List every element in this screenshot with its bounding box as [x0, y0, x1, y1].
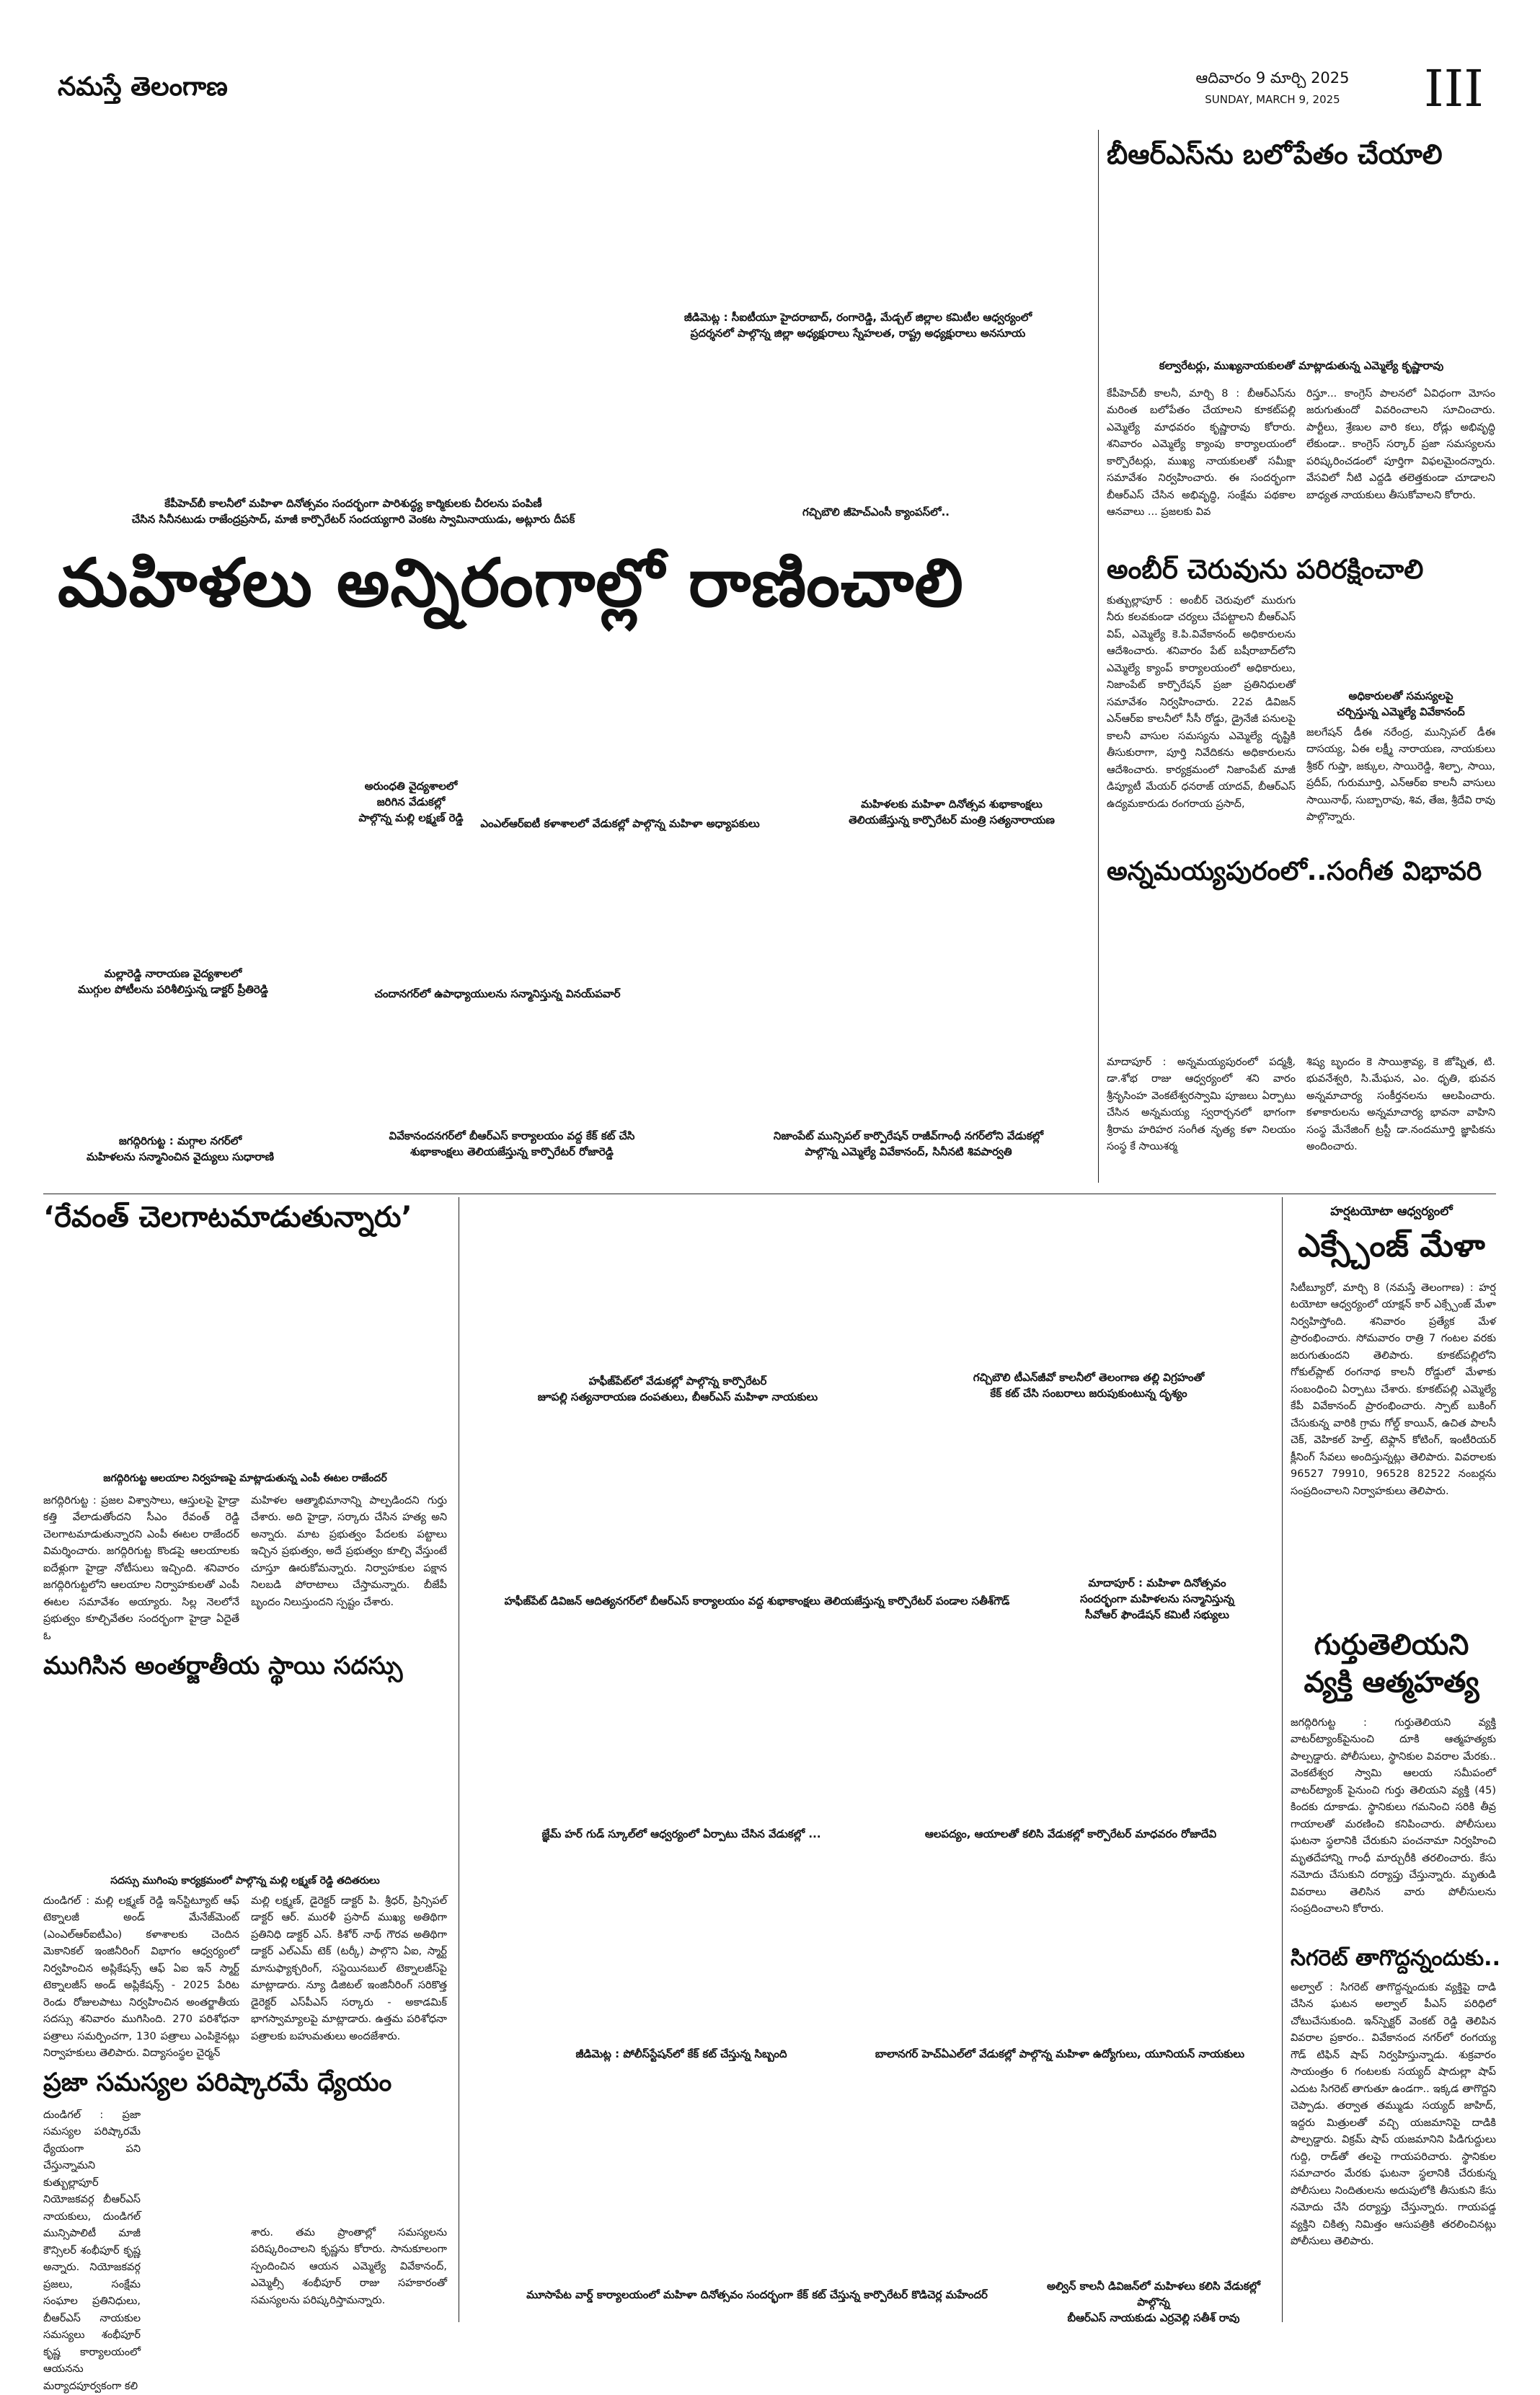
photo-caption-4: మాదాపూర్‌ : మహిళా దినోత్సవం సందర్భంగా మహిళలను సన్మానిస్తున్న సీవోఆర్‌ ఫౌండేషన్‌ కమిటీ సభ్యులు: [1080, 1576, 1234, 1621]
caption-women-7: మల్లారెడ్డి నారాయణ వైద్యశాలలో ముగ్గుల పోటీలను పరిశీలిస్తున్న డాక్టర్‌ ప్రీతిరెడ్డి: [78, 967, 268, 996]
caption-women-3: గచ్చిబౌలి జీహెచ్‌ఎంసీ క్యాంపస్‌లో..: [802, 506, 950, 519]
body-suicide: జగద్గిరిగుట్ట : గుర్తుతెలియని వ్యక్తి వాటర్‌ట్యాంక్‌పైనుంచి దూకి ఆత్మహత్యకు పాల్పడ్డారు. పోలీసులు, స్థానికుల వివరాల మేరకు.. వెంకటేశ్వర స్వామి ఆలయ సమీపంలో వాటర్‌ట్యాంక్‌ పైనుంచి గుర్తు తెలియని వ్యక్తి (45) కిందకు దూకాడు. స్థానికులు గమనించి సరికి తీవ్ర గాయాలతో మరణించి కనిపించారు. పోలీసులు ఘటనా స్థలానికి చేరుకుని పంచనామా నిర్వహించి మృతదేహాన్ని గాంధీ మార్చురీకి తరలించారు. కేసు నమోదు చేసుకుని దర్యాప్తు చేస్తున్నారు. మృతుడి వివరాలు తెలిసిన వారు పోలీసులను సంప్రదించాలని కోరారు.: [1291, 1717, 1496, 1915]
body-brs-col1: కేపీహెచ్‌బీ కాలనీ, మార్చి 8 : బీఆర్‌ఎస్‌ను మరింత బలోపేతం చేయాలని కూకట్‌పల్లి ఎమ్మెల్యే మాధవరం కృష్ణారావు కోరారు. శనివారం ఎమ్మెల్యే క్యాంపు కార్యాలయంలో కార్పొరేటర్లు, ముఖ్య నాయకులతో సమీక్షా సమావేశం నిర్వహించారు. ఈ సందర్భంగా బీఆర్‌ఎస్‌ చేసిన అభివృద్ధి, సంక్షేమ పథకాల ఆనవాలు ... ప్రజలకు వివ: [1107, 388, 1296, 519]
photo-caption-1: హఫీజ్‌పేట్‌లో వేడుకల్లో పాల్గొన్న కార్పొరేటర్‌ జూపల్లి సత్యనారాయణ దంపతులు, బీఆర్‌ఎస్‌ మహిళా నాయకులు: [537, 1375, 818, 1403]
caption-women-2: కేపీహెచ్‌బీ కాలనీలో మహిళా దినోత్సవం సందర్భంగా పారిశుద్ధ్య కార్మికులకు చీరలను పంపిణీ చేసిన సినీనటుడు రాజేంద్రప్రసాద్‌, మాజీ కార్పొరేటర్‌ సందయ్యగారి వెంకట స్వామినాయుడు, అట్లూరు దీపక్‌: [131, 497, 575, 526]
headline-annamayya: అన్నమయ్యపురంలో..సంగీత విభావరి: [1107, 857, 1482, 886]
photo-caption-3: హఫీజ్‌పేట్‌ డివిజన్‌ ఆదిత్యనగర్‌లో బీఆర్‌ఎస్‌ కార్యాలయం వద్ద శుభాకాంక్షలు తెలియజేస్తున్న కార్పొరేటర్‌ పండాల సతీశ్‌గౌడ్‌: [504, 1595, 1010, 1607]
body-people-col2: శారు. తమ ప్రాంతాల్లో సమస్యలను పరిష్కరించాలని కృష్ణను కోరారు. సానుకూలంగా స్పందించిన ఆయన ఎమ్మెల్యే వివేకానంద్‌, ఎమ్మెల్సీ శంభీపూర్‌ రాజు సహకారంతో సమస్యలను పరిష్కరిస్తామన్నారు.: [251, 2227, 447, 2306]
headline-cigarette: సిగరెట్‌ తాగొద్దన్నందుకు..: [1291, 1946, 1500, 1971]
body-ambir-col1: కుత్బుల్లాపూర్‌ : అంబీర్‌ చెరువులో మురుగు నీరు కలవకుండా చర్యలు చేపట్టాలని బీఆర్‌ఎస్‌ విప్‌, ఎమ్మెల్యే కె.పి.వివేకానంద్‌ అధికారులను ఆదేశించారు. శనివారం పేట్‌ బషీరాబాద్‌లోని ఎమ్మెల్యే క్యాంప్‌ కార్యాలయంలో అధికారులు, నిజాంపేట్‌ కార్పొరేషన్‌ ప్రజా ప్రతినిధులతో సమావేశం నిర్వహించారు. 22వ డివిజన్‌ ఎన్‌ఆర్‌ఐ కాలనీలో సీసీ రోడ్డు, డ్రైనేజీ పనులపై కాలనీ వాసుల సమస్యను ఎమ్మెల్యే దృష్టికి తీసుకురాగా, పూర్తి నివేదికను అధికారులను ఆదేశించారు. కార్యక్రమంలో నిజాంపేట్‌ మాజీ డిప్యూటీ మేయర్‌ ధనరాజ్‌ యాదవ్‌, బీఆర్‌ఎస్‌ ఉద్యమకారుడు రంగరాయ ప్రసాద్‌,: [1107, 595, 1296, 810]
masthead-title: నమస్తే తెలంగాణ: [58, 72, 228, 102]
photo-brs: [1107, 180, 1496, 353]
body-annamayya-col2: శిష్య బృందం కె సాయిశ్రావ్య, కె జోష్నిత, టి. భువనేశ్వరి, సి.మేఘన, ఎం. ధృతి, భువన అన్నమాచార్య సంకీర్తనలను ఆలపించారు. కళాకారులను అన్నమాచార్య భావనా వాహిని సంస్థ మేనేజింగ్‌ ట్రస్టీ డా.నందమూర్తి జ్ఞాపికను అందించారు.: [1306, 1057, 1495, 1153]
body-cigarette: అల్వాల్‌ : సిగరెట్‌ తాగొద్దన్నందుకు వ్యక్తిపై దాడి చేసిన ఘటన అల్వాల్‌ పీఎస్‌ పరిధిలో చోటుచేసుకుంది. ఇన్‌స్పెక్టర్‌ వెంకట్‌ రెడ్డి తెలిపిన వివరాల ప్రకారం.. వివేకానంద నగర్‌లో రంగయ్య గౌడ్‌ టిఫిన్‌ షాప్‌ నిర్వహిస్తున్నాడు. శుక్రవారం సాయంత్రం 6 గంటలకు సయ్యద్‌ షాదుల్లా షాప్‌ ఎదుట సిగరెట్‌ తాగుతూ ఉండగా.. ఇక్కడ తాగొద్దని చెప్పాడు. తర్వాత తమ్ముడు సయ్యద్‌ జాహిద్‌, ఇద్దరు మిత్రులతో వచ్చి యజమానిపై దాడికి పాల్పడ్డారు. విక్రమ్‌ షాప్‌ యజమానిని పిడిగుద్దులు గుద్ది, రాడ్‌తో తలపై గాయపరిచారు. స్థానికుల సమాచారం మేరకు ఘటనా స్థలానికి చేరుకున్న పోలీసులు నిందితులను అదుపులోకి తీసుకుని కేసు నమోదు చేసి దర్యాప్తు చేస్తున్నారు. గాయపడ్డ వ్యక్తిని చికిత్స నిమిత్తం ఆసుపత్రికి తరలించినట్లు పోలీసులు తెలిపారు.: [1291, 1982, 1496, 2248]
photo-conference: [43, 1691, 447, 1871]
date-telugu: ఆదివారం 9 మార్చి 2025: [1195, 69, 1350, 87]
headline-suicide-line1: గుర్తుతెలియని: [1314, 1628, 1469, 1662]
photo-women-top: [58, 105, 1089, 306]
body-people-col1: దుండిగల్‌ : ప్రజా సమస్యల పరిష్కారమే ధ్యేయంగా పని చేస్తున్నామని కుత్బుల్లాపూర్‌ నియోజకవర్గ బీఆర్‌ఎస్‌ నాయకులు, దుండిగల్‌ మున్సిపాలిటీ మాజీ కౌన్సిలర్‌ శంభీపూర్‌ కృష్ణ అన్నారు. నియోజకవర్గ ప్రజలు, సంక్షేమ సంఘాల ప్రతినిధులు, బీఆర్‌ఎస్‌ నాయకుల సమస్యలు శంభీపూర్‌ కృష్ణ కార్యాలయంలో ఆయనను మర్యాదపూర్వకంగా కలి: [43, 2109, 141, 2392]
caption-brs: కల్వారేటర్లు, ముఖ్యనాయకులతో మాట్లాడుతున్న ఎమ్మెల్యే కృష్ణారావు: [1159, 359, 1444, 372]
photo-caption-10: అల్విన్‌ కాలనీ డివిజన్‌లో మహిళలు కలిసి వేడుకల్లో పాల్గొన్న బీఆర్‌ఎస్‌ నాయకుడు ఎర్రవెల్లి సతీశ్‌ రావు: [1047, 2280, 1260, 2324]
photo-caption-2: గచ్చిబౌలి టీఎన్‌జీవో కాలనీలో తెలంగాణ తల్లి విగ్రహంతో కేక్‌ కట్‌ చేసి సంబరాలు జరుపుకుంటున్న దృశ్యం: [973, 1371, 1205, 1400]
date-english: SUNDAY, MARCH 9, 2025: [1205, 92, 1340, 106]
body-annamayya-col1: మాదాపూర్‌ : అన్నమయ్యపురంలో పద్మశ్రీ, డా.శోభ రాజు ఆధ్వర్యంలో శని వారం శ్రీనృసింహ వెంకటేశ్వరస్వామి పూజలు ఏర్పాటు చేసిన అన్నమయ్య స్వరార్చనలో భాగంగా శ్రీరామ హరిహర సంగీత నృత్య కళా నిలయం సంస్థ కే సాయిశర్మ: [1107, 1057, 1296, 1153]
body-revanth-col1: జగద్గిరిగుట్ట : ప్రజల విశ్వాసాలు, ఆస్తులపై హైడ్రా కత్తి వేలాడుతోందని సీఎం రేవంత్‌ రెడ్డి చెలగాటమాడుతున్నారని ఎంపీ ఈటల రాజేందర్‌ విమర్శించారు. జగద్గిరిగుట్ట కొండపై ఆలయాలకు ఐదేళ్లుగా హైడ్రా నోటీసులు ఇచ్చింది. శనివారం జగద్గిరిగుట్టలోని ఆలయాల నిర్వాహకులతో ఎంపీ ఈటల సమావేశం అయ్యారు. సిల్ల నెలలోనే ప్రభుత్వం కూల్చివేతల సందర్భంగా హైడ్రా ఏదైతే ఓ: [43, 1495, 239, 1642]
caption-revanth: జగద్గిరిగుట్ట ఆలయాల నిర్వహణపై మాట్లాడుతున్న ఎంపీ ఈటల రాజేందర్‌: [103, 1473, 387, 1484]
caption-women-4: అరుంధతి వైద్యశాలలో జరిగిన వేడుకల్లో పాల్గొన్న మల్లి లక్ష్మణ్‌ రెడ్డి: [358, 780, 464, 824]
body-mela: సిటీబ్యూరో, మార్చి 8 (నమస్తే తెలంగాణ) : హర్ష టయోటా ఆధ్వర్యంలో యాక్షన్‌ కార్‌ ఎక్స్చేంజ్‌ మేళా నిర్వహిస్తోంది. శనివారం ప్రత్యేక మేళ ప్రారంభించారు. సోమవారం రాత్రి 7 గంటల వరకు జరుగుతుందని తెలిపారు. కూకట్‌పల్లిలోని గోకుల్‌ప్లాట్‌ రంగనాథ కాలనీ రోడ్డులో మేళాకు సంబంధించి ఏర్పాటు చేశారు. కూకట్‌పల్లి ఎమ్మెల్యే కేపీ వివేకానంద్‌ ప్రారంభించారు. స్పాట్‌ బుకింగ్‌ చేసుకున్న వారికి గ్రామ గోల్డ్‌ కాయిన్‌, ఉచిత పాలసీ చెక్‌, వెహికల్‌ హెల్త్‌, టెఫ్లాన్‌ కోటింగ్‌, ఇంటీరియర్‌ క్లీనింగ్‌ సేవలు అందిస్తున్నట్లు తెలిపారు. వివరాలకు 96527 79910, 96528 82522 నంబర్లను సంప్రదించాలని నిర్వాహకులు తెలిపారు.: [1291, 1282, 1496, 1497]
caption-women-8: చందానగర్‌లో ఉపాధ్యాయులను సన్మానిస్తున్న వినయ్‌పవార్‌: [374, 987, 621, 1000]
headline-brs: బీఆర్‌ఎస్‌ను బలోపేతం చేయాలి: [1107, 138, 1443, 170]
headline-revanth: ‘రేవంత్‌ చెలగాటమాడుతున్నారు’: [43, 1201, 412, 1234]
headline-suicide-line2: వ్యక్తి ఆత్మహత్య: [1304, 1666, 1479, 1699]
photo-ambir: [1306, 593, 1495, 687]
column-rule-right: [1098, 130, 1099, 1183]
body-conference-col1: దుండిగల్‌ : మల్లి లక్ష్మణ్‌ రెడ్డి ఇన్‌స్టిట్యూట్‌ ఆఫ్‌ టెక్నాలజీ అండ్‌ మేనేజ్‌మెంట్‌ (ఎంఎల్‌ఆర్‌ఐటీఎం) కళాశాలకు చెందిన మెకానికల్‌ ఇంజినీరింగ్‌ విభాగం ఆధ్వర్యంలో నిర్వహించిన అప్లికేషన్స్‌ ఆఫ్‌ ఏఐ ఇన్‌ స్మార్ట్‌ టెక్నాలజీస్‌ అండ్‌ అప్లికేషన్స్‌ - 2025 పేరిట రెండు రోజులపాటు నిర్వహించిన అంతర్జాతీయ సదస్సు శనివారం ముగిసింది. 270 పరిశోధనా పత్రాలు సమర్పించగా, 130 పత్రాలు ఎంపికైనట్లు నిర్వాహకులు తెలిపారు. విద్యాసంస్థల చైర్మన్‌: [43, 1895, 239, 2060]
photo-caption-6: ఆలపద్యం, ఆయాలతో కలిసి వేడుకల్లో కార్పొరేటర్‌ మాధవరం రోజాదేవి: [924, 1827, 1217, 1840]
headline-ambir: అంబీర్‌ చెరువును పరిరక్షించాలి: [1107, 554, 1424, 585]
headline-women: మహిళలు అన్నిరంగాల్లో రాణించాలి: [58, 544, 964, 622]
photo-caption-8: బాలానగర్‌ హెచ్‌ఏఎల్‌లో వేడుకల్లో పాల్గొన్న మహిళా ఉద్యోగులు, యూనియన్‌ నాయకులు: [875, 2047, 1245, 2060]
headline-mela: ఎక్స్చేంజ్‌ మేళా: [1298, 1227, 1485, 1264]
photo-revanth: [43, 1244, 447, 1468]
caption-conference: సదస్సు ముగింపు కార్యక్రమంలో పాల్గొన్న మల్లి లక్ష్మణ్‌ రెడ్డి తదితరులు: [110, 1875, 380, 1887]
photo-caption-9: మూసాపేట వార్డ్‌ కార్యాలయంలో మహిళా దినోత్సవం సందర్భంగా కేక్‌ కట్‌ చేస్తున్న కార్పొరేటర్‌ కొడిచెర్ల మహేందర్‌: [526, 2288, 988, 2301]
body-ambir-col2: జలగేషన్‌ డీఈ నరేంద్ర, మున్సిపల్‌ డీఈ దాసయ్య, ఏఈ లక్ష్మీ నారాయణ, నాయకులు శ్రీకర్‌ గుప్తా, జక్కుల, సాయిరెడ్డి, శిల్పా, సాయి, ప్రదీప్‌, గురుమూర్తి, ఎన్‌ఆర్‌ఐ కాలనీ వాసులు సాయినాథ్‌, సుబ్బారావు, శివ, తేజ, శ్రీదేవి రావు పాల్గొన్నారు.: [1306, 727, 1495, 824]
photo-caption-7: జీడిమెట్ల : పోలీస్‌స్టేషన్‌లో కేక్‌ కట్‌ చేస్తున్న సిబ్బంది: [575, 2047, 787, 2060]
kicker-mela: హర్షటయోటా ఆధ్వర్యంలో: [1330, 1204, 1453, 1219]
caption-women-6: మహిళలకు మహిళా దినోత్సవ శుభాకాంక్షలు తెలియజేస్తున్న కార్పొరేటర్‌ మంత్రి సత్యనారాయణ: [849, 798, 1055, 826]
date-block: [1182, 66, 1363, 108]
caption-women-10: వివేకానందనగర్‌లో బీఆర్‌ఎస్‌ కార్యాలయం వద్ద కేక్‌ కట్‌ చేసి శుభాకాంక్షలు తెలియజేస్తున్న కార్పొరేటర్‌ రోజారెడ్డి: [389, 1129, 635, 1158]
caption-women-11: నిజాంపేట్‌ మున్సిపల్‌ కార్పొరేషన్‌ రాజీవ్‌గాంధీ నగర్‌లోని వేడుకల్లో పాల్గొన్న ఎమ్మెల్యే వివేకానంద్‌, సినీనటి శివపార్వతి: [773, 1129, 1044, 1158]
caption-ambir: అధికారులతో సమస్యలపై చర్చిస్తున్న ఎమ్మెల్యే వివేకానంద్‌: [1337, 689, 1465, 718]
page-number: III: [1424, 59, 1484, 118]
headline-conference: ముగిసిన అంతర్జాతీయ స్థాయి సదస్సు: [43, 1651, 403, 1680]
body-conference-col2: మల్లి లక్ష్మణ్‌, డైరెక్టర్‌ డాక్టర్‌ పి. శ్రీధర్‌, ప్రిన్సిపల్‌ డాక్టర్‌ ఆర్‌. మురళీ ప్రసాద్‌ ముఖ్య అతిథిగా ప్రతినిధి డాక్టర్‌ ఎస్‌. కిశోర్‌ నాథ్‌ గౌరవ అతిథిగా డాక్టర్‌ ఎల్‌ఎమ్‌ టెక్‌ (టర్కీ) పాల్గొని ఏఐ, స్మార్ట్‌ మానుఫ్యాక్చరింగ్‌, సస్టెయినబుల్‌ టెక్నాలజీస్‌పై మాట్లాడారు. న్యూ డిజిటల్‌ ఇంజినీరింగ్‌ సరికొత్త డైరెక్టర్‌ ఎస్‌పీఎస్‌ సర్కారు - అకాడమిక్‌ భాగస్వామ్యాలపై మాట్లాడారు. ఉత్తమ పరిశోధనా పత్రాలకు బహుమతులు అందజేశారు.: [251, 1895, 447, 2042]
caption-women-5: ఎంఎల్‌ఆర్‌ఐటీ కళాశాలలో వేడుకల్లో పాల్గొన్న మహిళా అధ్యాపకులు: [480, 817, 760, 830]
body-revanth-col2: మహిళల ఆత్మాభిమానాన్ని పాల్పడిందని గుర్తు చేశారు. అది హైడ్రా, సర్కారు చేసిన హత్య అని అన్నారు. మాట ప్రభుత్వం పేదలకు పట్టాలు ఇచ్చిన ప్రభుత్వం, అదే ప్రభుత్వం కూల్చి వేస్తుంటే చూస్తూ ఊరుకోమన్నారు. నిర్వాహకుల పక్షాన నిలబడి పోరాటాలు చేస్తామన్నారు. బీజేపీ బృందం నిలుస్తుందని స్పష్టం చేశారు.: [251, 1495, 447, 1608]
body-brs-col2: రిస్తూ... కాంగ్రెస్‌ పాలనలో ఏవిధంగా మోసం జరుగుతుందో వివరించాలని సూచించారు. పార్టీలు, శ్రేణుల వారి కలు, రోడ్లు అభివృద్ధి లేకుండా.. కాంగ్రెస్‌ సర్కార్‌ ప్రజా సమస్యలను పరిష్కరించడంలో పూర్తిగా విఫలమైందన్నారు. వేసవిలో నీటి ఎద్దడి తలెత్తకుండా చూడాలని బాధ్యత నాయకులు తీసుకోవాలని కోరారు.: [1306, 388, 1495, 501]
photo-annamayya: [1107, 898, 1496, 1049]
caption-women-9: జగద్గిరిగుట్ట : మగ్గాల నగర్‌లో మహిళలను సన్మానించిన వైద్యులు సుధారాణి: [86, 1134, 275, 1163]
photo-people: [148, 2107, 451, 2215]
photo-caption-5: జ్ఞేమ్‌ హర్‌ గుడ్‌ స్కూల్‌లో ఆధ్వర్యంలో ఏర్పాటు చేసిన వేడుకల్లో ...: [541, 1827, 821, 1840]
caption-women-1: జీడిమెట్ల : సీఐటీయూ హైదరాబాద్‌, రంగారెడ్డి, మేడ్చల్‌ జిల్లాల కమిటీల ఆధ్వర్యంలో ప్రదర్శనలో పాల్గొన్న జిల్లా అధ్యక్షురాలు స్నేహలత, రాష్ట్ర అధ్యక్షురాలు అనసూయ: [683, 311, 1032, 340]
column-rule-lower-right: [1282, 1197, 1283, 2322]
headline-people: ప్రజా సమస్యల పరిష్కారమే ధ్యేయం: [43, 2068, 392, 2097]
